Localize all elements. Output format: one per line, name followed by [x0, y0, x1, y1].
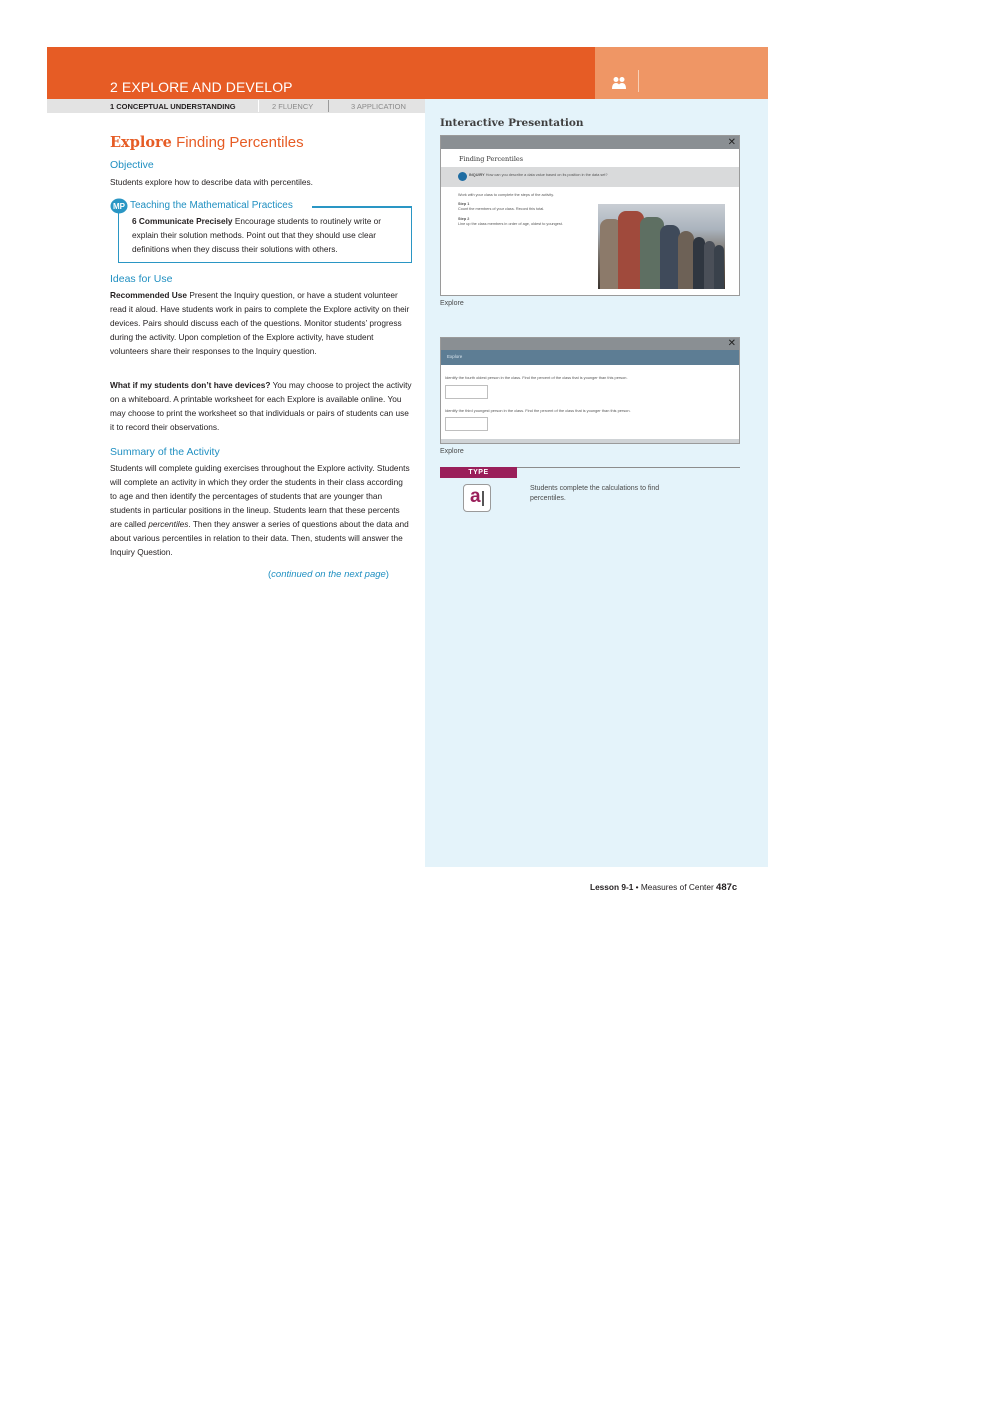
- answer-input-2[interactable]: [445, 417, 488, 431]
- photo-figure: [678, 231, 694, 289]
- explore-screenshot-1: [440, 135, 740, 296]
- explore-screenshot-2: [440, 337, 740, 444]
- devices-question: What if my students don’t have devices?: [110, 380, 271, 390]
- summary-text-part: Students will complete guiding exercises throughout the Explore activity. Students will complete an activity in which they order the students in their class according to age and then identify the percentages of students that are younger than students in particular positions in the lineup. Students learn that these percents are called: [110, 463, 410, 529]
- objective-heading: Objective: [110, 159, 154, 171]
- mp-badge-icon: [110, 198, 128, 214]
- practice-description: Encourage students to routinely write or explain their solution methods. Point out that they should use clear definitions when they discuss their solutions with others.: [132, 216, 382, 254]
- summary-text: [110, 461, 412, 559]
- tab-conceptual-understanding[interactable]: 1 CONCEPTUAL UNDERSTANDING: [110, 102, 236, 111]
- screenshot-titlebar: [441, 136, 739, 149]
- practice-name: 6 Communicate Precisely: [132, 216, 233, 226]
- section-title: 2 EXPLORE AND DEVELOP: [110, 79, 293, 95]
- practices-heading: Teaching the Mathematical Practices: [130, 200, 293, 211]
- group-icon: [611, 76, 627, 90]
- photo-figure: [714, 245, 724, 289]
- inquiry-label: INQUIRY: [469, 173, 485, 177]
- photo-figure: [660, 225, 680, 289]
- summary-term: percentiles: [148, 519, 189, 529]
- inquiry-question: How can you describe a data value based on its position in the data set?: [485, 173, 608, 177]
- tab-divider: [258, 100, 259, 112]
- recommended-use-text: Present the Inquiry question, or have a student volunteer read it aloud. Have students work in pairs to complete the Explore activity on their devices. Pairs should discuss each of the questions. Monitor students’ progress during the activity. Upon completion of the Explore activity, have student volunteers share their responses to the Inquiry question.: [110, 290, 410, 356]
- continued-note: [268, 569, 389, 580]
- students-lineup-photo: [598, 204, 725, 289]
- section-header-side: [595, 47, 768, 99]
- continued-link[interactable]: continued on the next page: [271, 569, 386, 580]
- inquiry-icon: [458, 172, 467, 181]
- type-answer-icon: [463, 484, 491, 512]
- header-divider: [638, 70, 639, 92]
- summary-heading: Summary of the Activity: [110, 446, 220, 458]
- ideas-heading: Ideas for Use: [110, 273, 173, 285]
- summary-text-part: . Then they answer a series of questions about the data and about various percentiles in relation to their data. Then, students will answer the Inquiry Question.: [110, 519, 409, 557]
- close-icon[interactable]: ✕: [727, 338, 736, 349]
- tab-application[interactable]: 3 APPLICATION: [351, 102, 406, 111]
- step-2-label: Step 2: [458, 217, 470, 221]
- screen-nav-bar: [441, 350, 739, 365]
- inquiry-text: [469, 173, 608, 177]
- activity-intro: Work with your class to complete the steps of the activity.: [458, 193, 554, 197]
- close-icon[interactable]: ✕: [727, 137, 736, 148]
- devices-text: [110, 378, 412, 434]
- screen-footer-bar: [441, 439, 739, 443]
- step-1-label: Step 1: [458, 202, 470, 206]
- question-1: Identify the fourth oldest person in the class. Find the percent of the class that is younger than this person.: [445, 375, 628, 380]
- objective-text: Students explore how to describe data with percentiles.: [110, 177, 313, 187]
- footer-topic: Measures of Center: [640, 882, 717, 892]
- practices-text: [132, 214, 404, 256]
- panel-heading: Interactive Presentation: [440, 117, 584, 129]
- answer-input-1[interactable]: [445, 385, 488, 399]
- page-footer: [590, 882, 737, 893]
- screenshot-caption: Explore: [440, 300, 464, 307]
- step-1-text: Count the members of your class. Record this total.: [458, 207, 545, 211]
- title-text: Finding Percentiles: [176, 134, 304, 151]
- step-2-text: Line up the class members in order of age, oldest to youngest.: [458, 222, 563, 226]
- tab-divider: [328, 100, 329, 112]
- practices-box-rule: [312, 206, 411, 208]
- page-title: [110, 134, 304, 151]
- title-keyword: Explore: [110, 134, 172, 151]
- ideas-text: [110, 288, 412, 358]
- screen-title: Finding Percentiles: [459, 155, 524, 163]
- tab-fluency[interactable]: 2 FLUENCY: [272, 102, 314, 111]
- svg-text:MP: MP: [113, 201, 125, 211]
- footer-lesson: Lesson 9-1: [590, 882, 634, 892]
- devices-answer: You may choose to project the activity on a whiteboard. A printable worksheet for each Explore is available online. You may choose to print the worksheet so that individuals or pairs of students can use it to record their observations.: [110, 380, 412, 432]
- screenshot-caption: Explore: [440, 448, 464, 455]
- type-label: TYPE: [440, 467, 517, 478]
- continued-paren: ): [385, 569, 389, 580]
- page-number: 487c: [716, 882, 738, 893]
- type-icon-letter: a: [470, 486, 481, 507]
- inquiry-bar: [441, 167, 739, 187]
- question-2: Identify the third youngest person in the class. Find the percent of the class that is younger than this person.: [445, 408, 631, 413]
- screenshot-titlebar: [441, 338, 739, 350]
- continued-paren: (: [268, 569, 272, 580]
- footer-separator: •: [633, 882, 641, 892]
- screen-nav-label: Explore: [447, 354, 463, 359]
- type-rule: [517, 467, 740, 468]
- text-cursor: [482, 491, 484, 506]
- type-description: Students complete the calculations to find percentiles.: [530, 485, 660, 502]
- recommended-use-label: Recommended Use: [110, 290, 188, 300]
